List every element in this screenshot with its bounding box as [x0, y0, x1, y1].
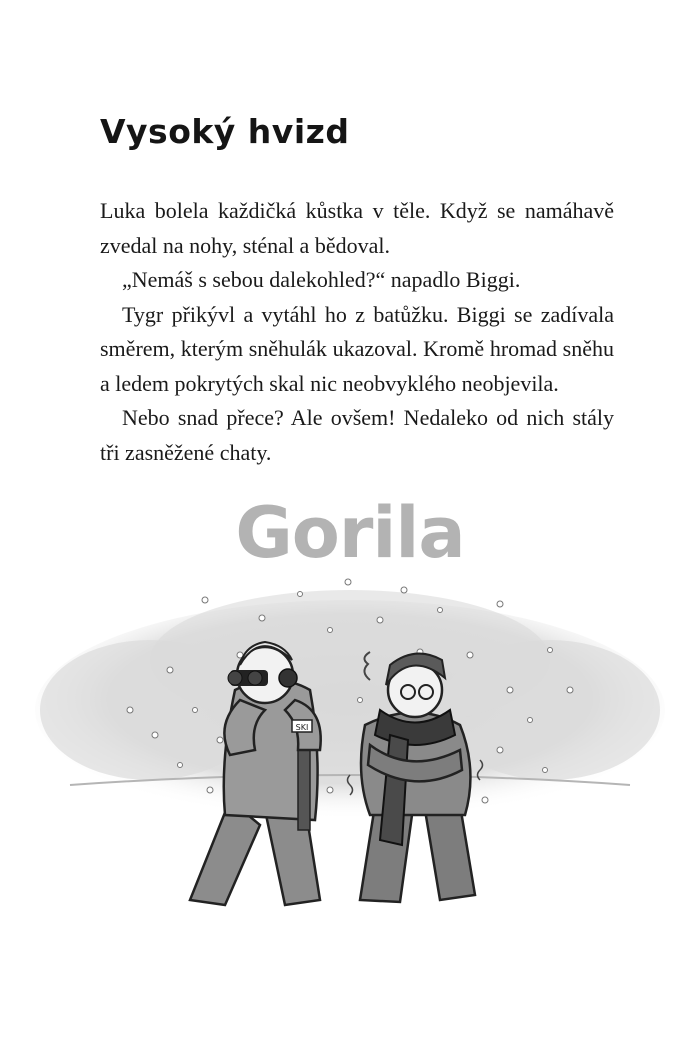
paragraph-4: Nebo snad přece? Ale ovšem! Nedaleko od nich stály tři zasněžené chaty.	[100, 405, 614, 465]
snowstorm-illustration	[30, 560, 670, 940]
paragraph-1: Luka bolela každičká kůstka v těle. Když se namáhavě zvedal na nohy, sténal a bědoval.	[100, 198, 614, 258]
publisher-watermark: Gorila	[235, 492, 465, 574]
paragraph-3: Tygr přikývl a vytáhl ho z batůžku. Biggi se zadívala směrem, kterým sněhulák ukazoval. Kromě hromad sněhu a ledem pokrytých skal nic neobvyklého neobjevila.	[100, 301, 614, 396]
paragraph-2: „Nemáš s sebou dalekohled?“ napadlo Biggi.	[122, 267, 521, 292]
ski-badge-text: SKI	[295, 723, 309, 732]
body-text	[100, 194, 614, 470]
chapter-title: Vysoký hvizd	[100, 112, 350, 151]
